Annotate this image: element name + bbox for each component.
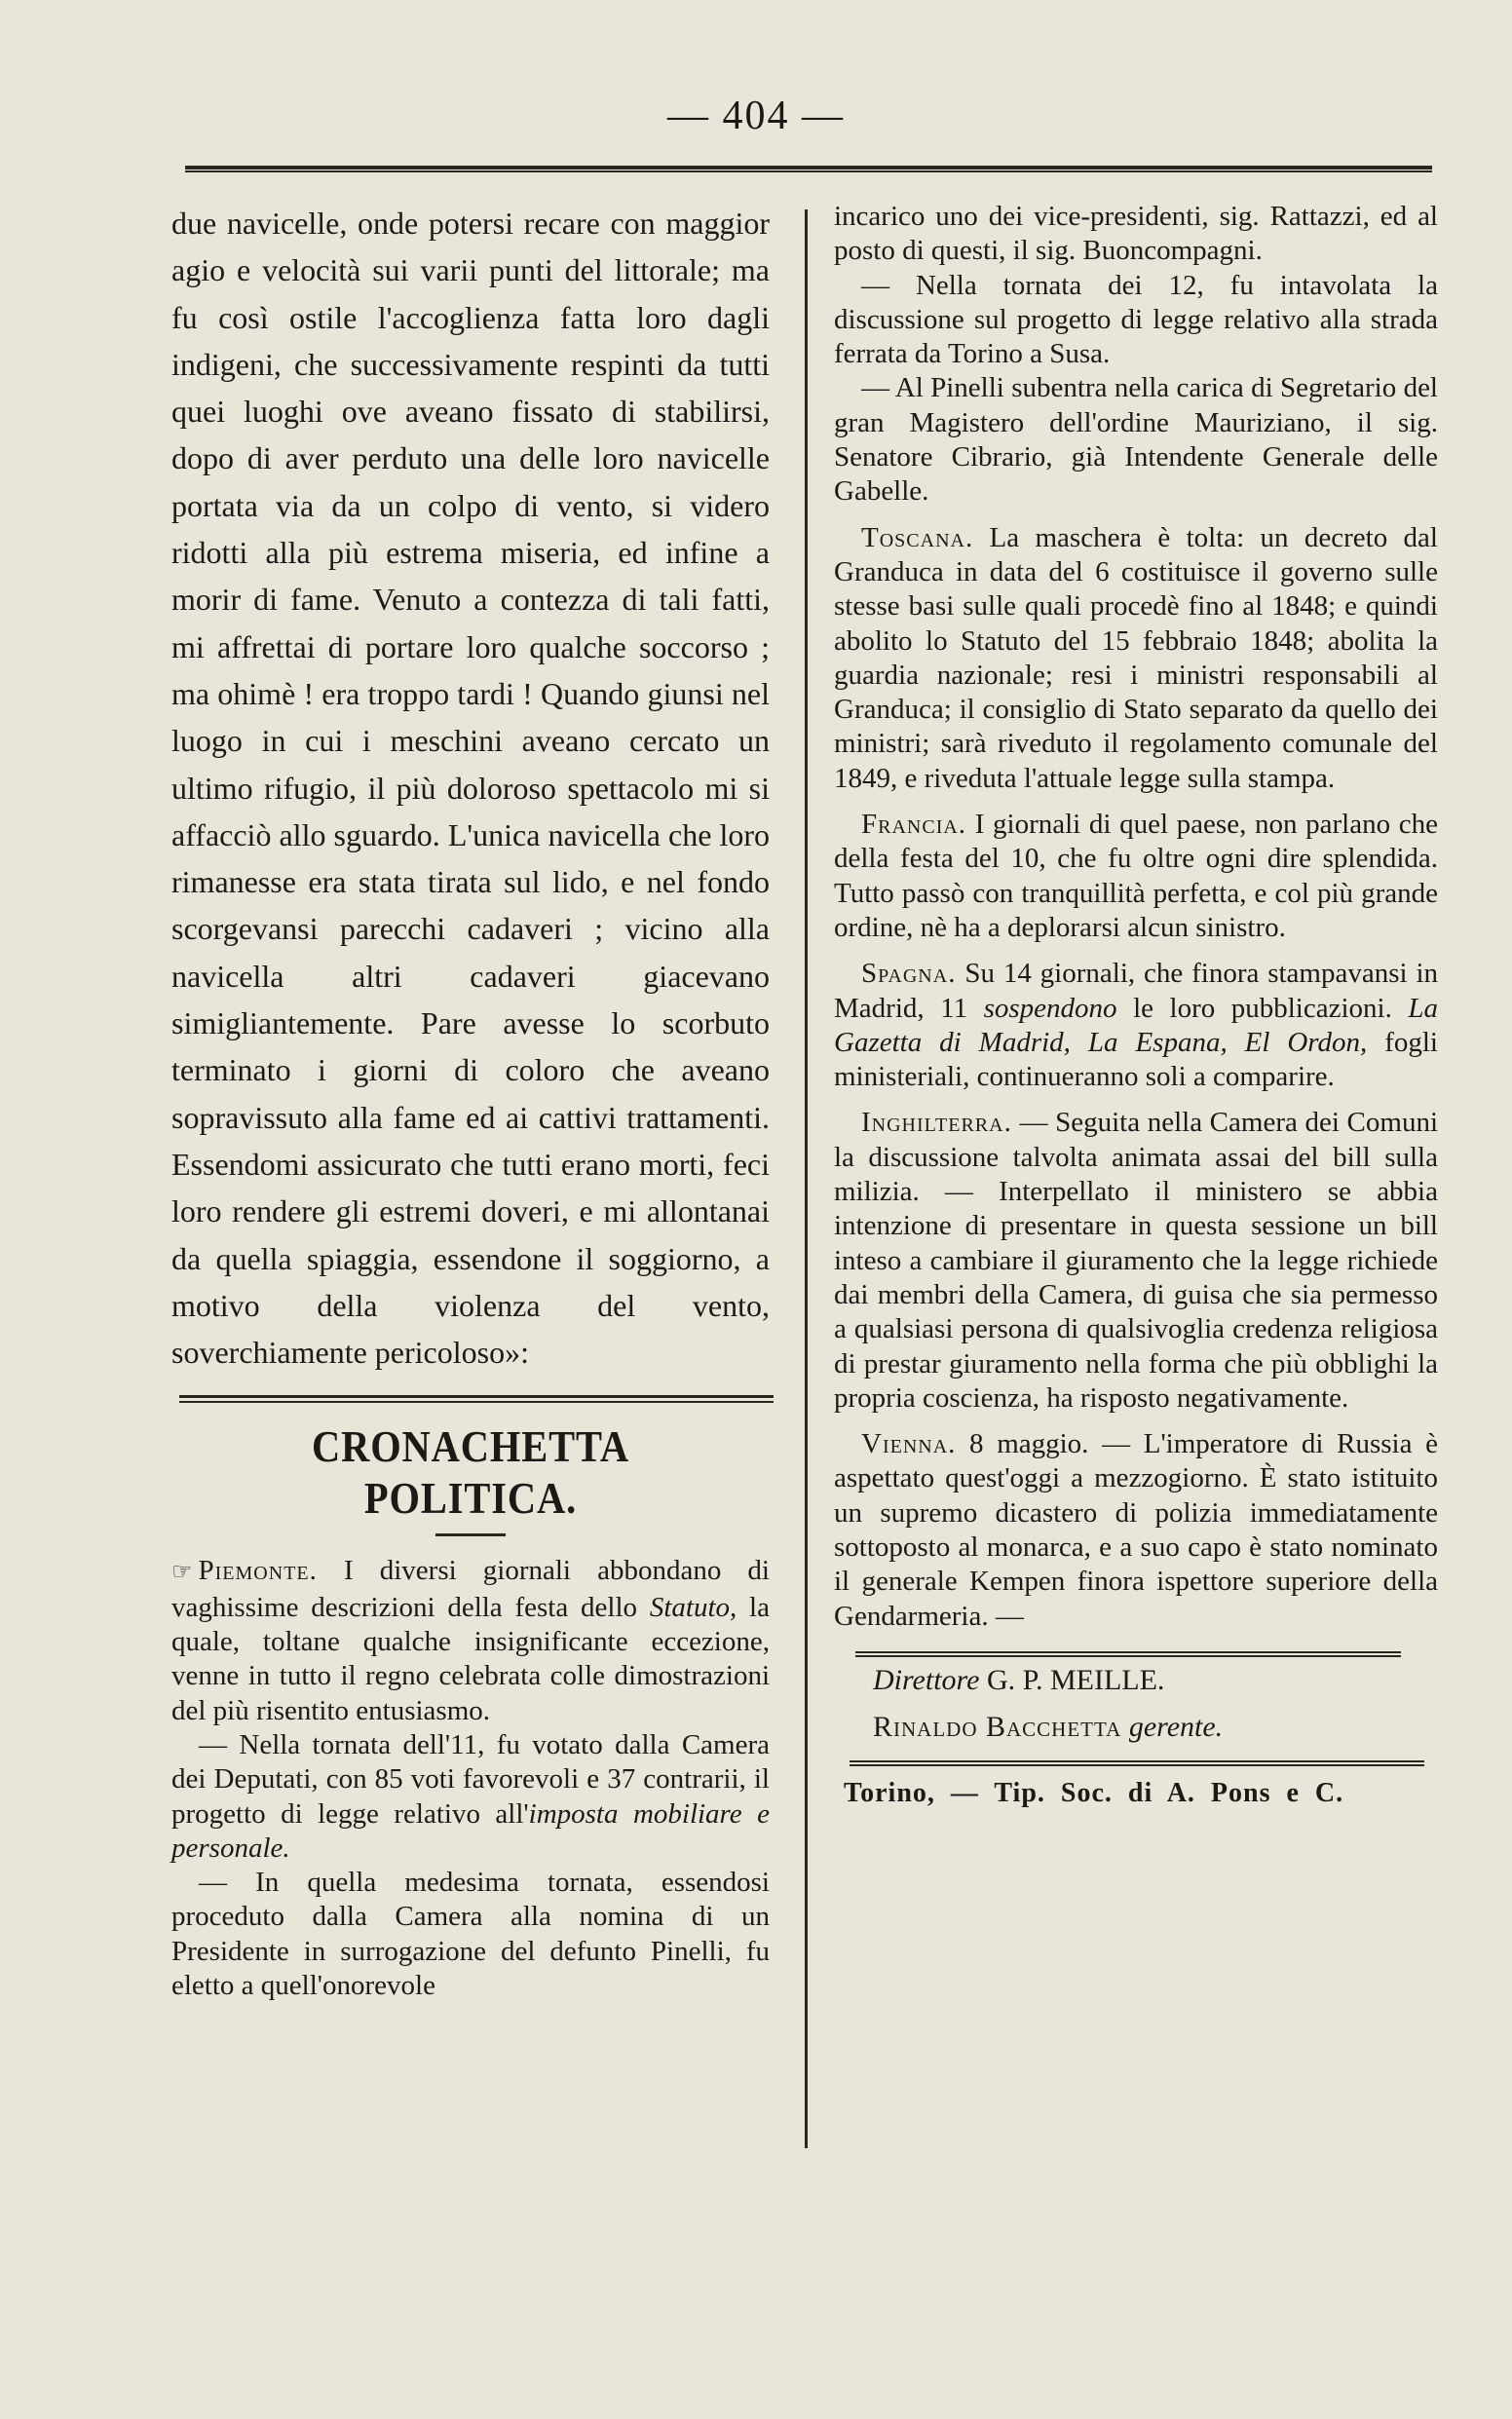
- spagna-text-2: le loro pubblicazioni.: [1116, 992, 1409, 1024]
- tornata-11-italic: imposta mobiliare e personale.: [171, 1797, 770, 1864]
- director-name: G. P. MEILLE.: [979, 1663, 1165, 1696]
- piemonte-italic-1: Statuto,: [649, 1591, 737, 1623]
- right-column: [834, 200, 1438, 1809]
- place-francia: Francia.: [861, 809, 967, 841]
- vienna-text: 8 maggio. — L'imperatore di Russia è aspettato quest'oggi a mezzogiorno. È stato istituito un supremo dicastero di polizia immediatamente sottoposto al monarca, e a suo capo è stato nominato il generale Kempen finora ispettore superiore della Gendarmeria. —: [834, 1428, 1438, 1632]
- director-line: [873, 1657, 1438, 1704]
- place-piemonte: Piemonte.: [198, 1555, 318, 1587]
- article-continuation: due navicelle, onde potersi recare con maggior agio e velocità sui varii punti del littorale; ma fu così ostile l'accoglienza fatta loro dagli indigeni, che successivamente respinti da tutti quei luoghi ove aveano fissato di stabilirsi, dopo di aver perduto una delle loro navicelle portata via da un colpo di vento, si videro ridotti alla più estrema miseria, ed infine a morir di fame. Venuto a contezza di tali fatti, mi affrettai di portare loro qualche soccorso ; ma ohimè ! era troppo tardi ! Quando giunsi nel luogo in cui i meschini aveano cercato un ultimo rifugio, il più doloroso spettacolo mi si affacciò allo sguardo. L'unica navicella che loro rimanesse era stata tirata sul lido, e nel fondo scorgevansi parecchi cadaveri ; vicino alla navicella altri cadaveri giacevano simigliantemente. Pare avesse lo scorbuto terminato i giorni di coloro che aveano sopravissuto alla fame ed ai cattivi trattamenti. Essendomi assicurato che tutti erano morti, feci loro rendere gli estremi doveri, e mi allontanai da quella spiaggia, essendone il soggiorno, a motivo della violenza del vento, soverchiamente pericoloso»:: [171, 206, 770, 1371]
- spagna-italic-1: sospendono: [983, 992, 1117, 1024]
- section-rule: [179, 1395, 774, 1403]
- news-spagna: [834, 957, 1438, 1094]
- place-spagna: Spagna.: [861, 958, 957, 990]
- gerente-name: Rinaldo Bacchetta: [873, 1710, 1122, 1743]
- piemonte-text-1: I diversi giornali abbondano di vaghissime descrizioni della festa dello: [171, 1555, 770, 1623]
- spagna-text-3: fogli ministeriali, continueranno soli a comparire.: [834, 1026, 1438, 1093]
- news-pinelli: — Al Pinelli subentra nella carica di Segretario del gran Magistero dell'ordine Mauriziano, il sig. Senatore Cibrario, già Intendente Generale delle Gabelle.: [834, 372, 1438, 508]
- gerente-line: [873, 1704, 1438, 1751]
- place-toscana: Toscana.: [861, 521, 974, 553]
- spagna-italic-2: La Gazetta di Madrid, La Espana, El Ordon,: [834, 992, 1438, 1058]
- toscana-text: La maschera è tolta: un decreto dal Granduca in data del 6 costituisce il governo sulle stesse basi sulle quali procedè fino al 1848; e quindi abolito lo Statuto del 15 febbraio 1848; abolita la guardia nazionale; resi i ministri responsabili al Granduca; il consiglio di Stato separato da quello dei ministri; sarà riveduto il regolamento comunale del 1849, e riveduta l'attuale legge sulla stampa.: [834, 521, 1438, 794]
- printer-imprint: Torino, — Tip. Soc. di A. Pons e C.: [844, 1777, 1344, 1808]
- section-title: CRONACHETTA POLITICA.: [311, 1421, 630, 1524]
- francia-text: I giornali di quel paese, non parlano che della festa del 10, che fu oltre ogni dire splendida. Tutto passò con tranquillità perfetta, e col più grande ordine, nè ha a deplorarsi alcun sinistro.: [834, 809, 1438, 943]
- tornata-11-text: — Nella tornata dell'11, fu votato dalla Camera dei Deputati, con 85 voti favorevoli e 37 contrarii, il progetto di legge relativo all': [171, 1728, 770, 1830]
- news-piemonte: [171, 1554, 770, 1727]
- piemonte-text-2: la quale, toltane qualche insignificante eccezione, venne in tutto il regno celebrata colle dimostrazioni del più risentito entusiasmo.: [171, 1591, 770, 1726]
- news-inghilterra: [834, 1106, 1438, 1416]
- column-divider: [805, 209, 808, 2148]
- page-number: — 404 —: [667, 94, 845, 138]
- news-continuation: incarico uno dei vice-presidenti, sig. Rattazzi, ed al posto di questi, il sig. Buoncompagni.: [834, 201, 1438, 267]
- place-vienna: Vienna.: [861, 1428, 957, 1460]
- signature-rule-bottom: [850, 1760, 1424, 1766]
- news-tornata-12: — Nella tornata dei 12, fu intavolata la discussione sul progetto di legge relativo alla strada ferrata da Torino a Susa.: [834, 269, 1438, 370]
- director-label: Direttore: [873, 1663, 980, 1696]
- gerente-label: gerente.: [1121, 1710, 1224, 1743]
- left-column: [171, 200, 770, 2003]
- title-underline: [435, 1533, 506, 1536]
- place-inghilterra: Inghilterra.: [861, 1107, 1012, 1139]
- header-rule: [185, 166, 1432, 172]
- news-francia: [834, 808, 1438, 945]
- spagna-text-1: Su 14 giornali, che finora stampavansi in Madrid, 11: [834, 958, 1438, 1024]
- news-vienna: [834, 1427, 1438, 1634]
- news-tornata-11: [171, 1728, 770, 1866]
- news-toscana: [834, 521, 1438, 796]
- news-tornata-same: — In quella medesima tornata, essendosi proceduto dalla Camera alla nomina di un Presidente in surrogazione del defunto Pinelli, fu eletto a quell'onorevole: [171, 1867, 770, 2001]
- inghilterra-text: — Seguita nella Camera dei Comuni la discussione talvolta animata assai del bill sulla milizia. — Interpellato il ministero se abbia intenzione di presentare in questa sessione un bill inteso a cambiare il giuramento che la legge richiede dai membri della Camera, di guisa che sia permesso a qualsiasi persona di qualsivoglia credenza religiosa di prestar giuramento nella forma che più obblighi la propria coscienza, ha risposto negativamente.: [834, 1107, 1438, 1414]
- pointing-hand-icon: ☞: [171, 1560, 193, 1586]
